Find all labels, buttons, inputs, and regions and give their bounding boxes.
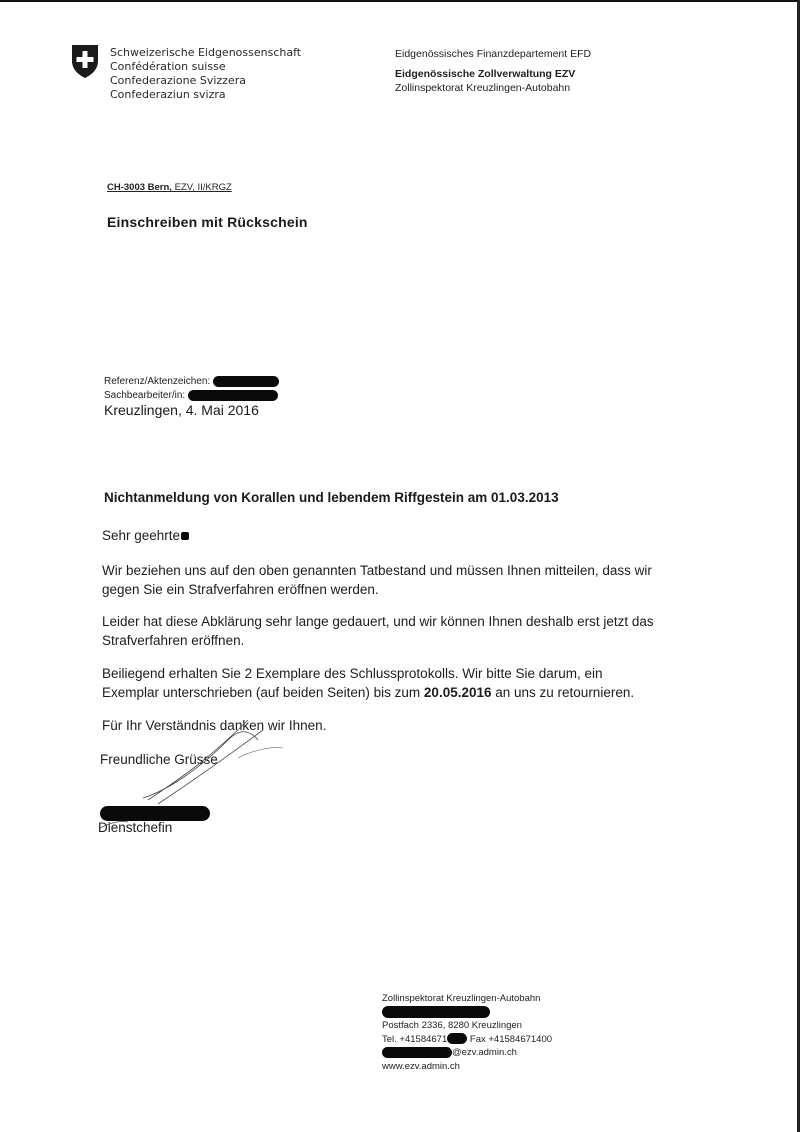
deadline-date: 20.05.2016 (423, 685, 492, 700)
sender-address-line (107, 182, 232, 193)
paragraph-1-line-2: gegen Sie ein Strafverfahren eröffnen werden. (102, 582, 379, 597)
paragraph-2-line-2: Strafverfahren eröffnen. (102, 633, 245, 648)
paragraph-1 (102, 561, 652, 599)
subject-line: Nichtanmeldung von Korallen und lebendem Riffgestein am 01.03.2013 (104, 490, 559, 505)
footer-office: Zollinspektorat Kreuzlingen-Autobahn (382, 993, 541, 1004)
redaction-footer-name (382, 1006, 490, 1018)
confederation-line-de: Schweizerische Eidgenossenschaft (110, 46, 302, 59)
confederation-line-fr: Confédération suisse (110, 60, 226, 73)
footer-website: www.ezv.admin.ch (382, 1060, 460, 1072)
redaction-signer-name (100, 806, 210, 821)
footer-email: @ezv.admin.ch (452, 1047, 517, 1058)
confederation-line-rm: Confederaziun svizra (110, 88, 226, 101)
paragraph-3-line-2-pre: Exemplar unterschrieben (auf beiden Seiten) bis zum (102, 685, 424, 700)
thanks-line: Für Ihr Verständnis danken wir Ihnen. (102, 718, 327, 733)
salutation-text: Sehr geehrte (102, 528, 181, 543)
department-name: Eidgenössisches Finanzdepartement EFD (395, 48, 592, 60)
scan-edge-top (0, 0, 800, 2)
date-line: Kreuzlingen, 4. Mai 2016 (104, 402, 259, 418)
paragraph-3-line-2-post: an uns zu retournieren. (491, 685, 635, 700)
administration-name: Eidgenössische Zollverwaltung EZV (395, 68, 576, 80)
mail-type: Einschreiben mit Rückschein (107, 214, 308, 230)
footer-contact-block (382, 992, 552, 1073)
redaction-footer-tel (447, 1033, 467, 1044)
redaction-salutation (181, 532, 189, 540)
swiss-cross-shield-icon (70, 43, 100, 79)
footer-postal: Postfach 2336, 8280 Kreuzlingen (382, 1020, 522, 1031)
confederation-names (110, 46, 301, 102)
redaction-clerk (188, 390, 278, 401)
paragraph-2 (102, 612, 654, 650)
redaction-footer-email (382, 1047, 452, 1058)
paragraph-3 (102, 664, 634, 702)
paragraph-1-line-1: Wir beziehen uns auf den oben genannten Tatbestand und müssen Ihnen mitteilen, dass wir (102, 563, 652, 578)
salutation (102, 526, 189, 545)
reference-label: Referenz/Aktenzeichen: (104, 376, 211, 387)
office-name: Zollinspektorat Kreuzlingen-Autobahn (395, 82, 571, 94)
sender-bold: CH-3003 Bern, (107, 182, 172, 193)
closing-line: Freundliche Grüsse (100, 752, 218, 767)
department-block (395, 47, 591, 95)
reference-block (104, 375, 279, 403)
paragraph-3-line-1: Beiliegend erhalten Sie 2 Exemplare des Schlussprotokolls. Wir bitte Sie darum, ein (102, 666, 603, 681)
footer-fax: Fax +41584671400 (469, 1033, 553, 1045)
footer-tel: Tel. +41584671 (382, 1033, 448, 1045)
paragraph-2-line-1: Leider hat diese Abklärung sehr lange gedauert, und wir können Ihnen deshalb erst jetzt das (102, 614, 654, 629)
confederation-line-it: Confederazione Svizzera (110, 74, 246, 87)
clerk-label: Sachbearbeiter/in: (104, 390, 186, 401)
redaction-reference (213, 376, 279, 387)
sender-rest: EZV, II/KRGZ (171, 182, 232, 193)
signer-title: Dienstchefin (98, 820, 173, 835)
